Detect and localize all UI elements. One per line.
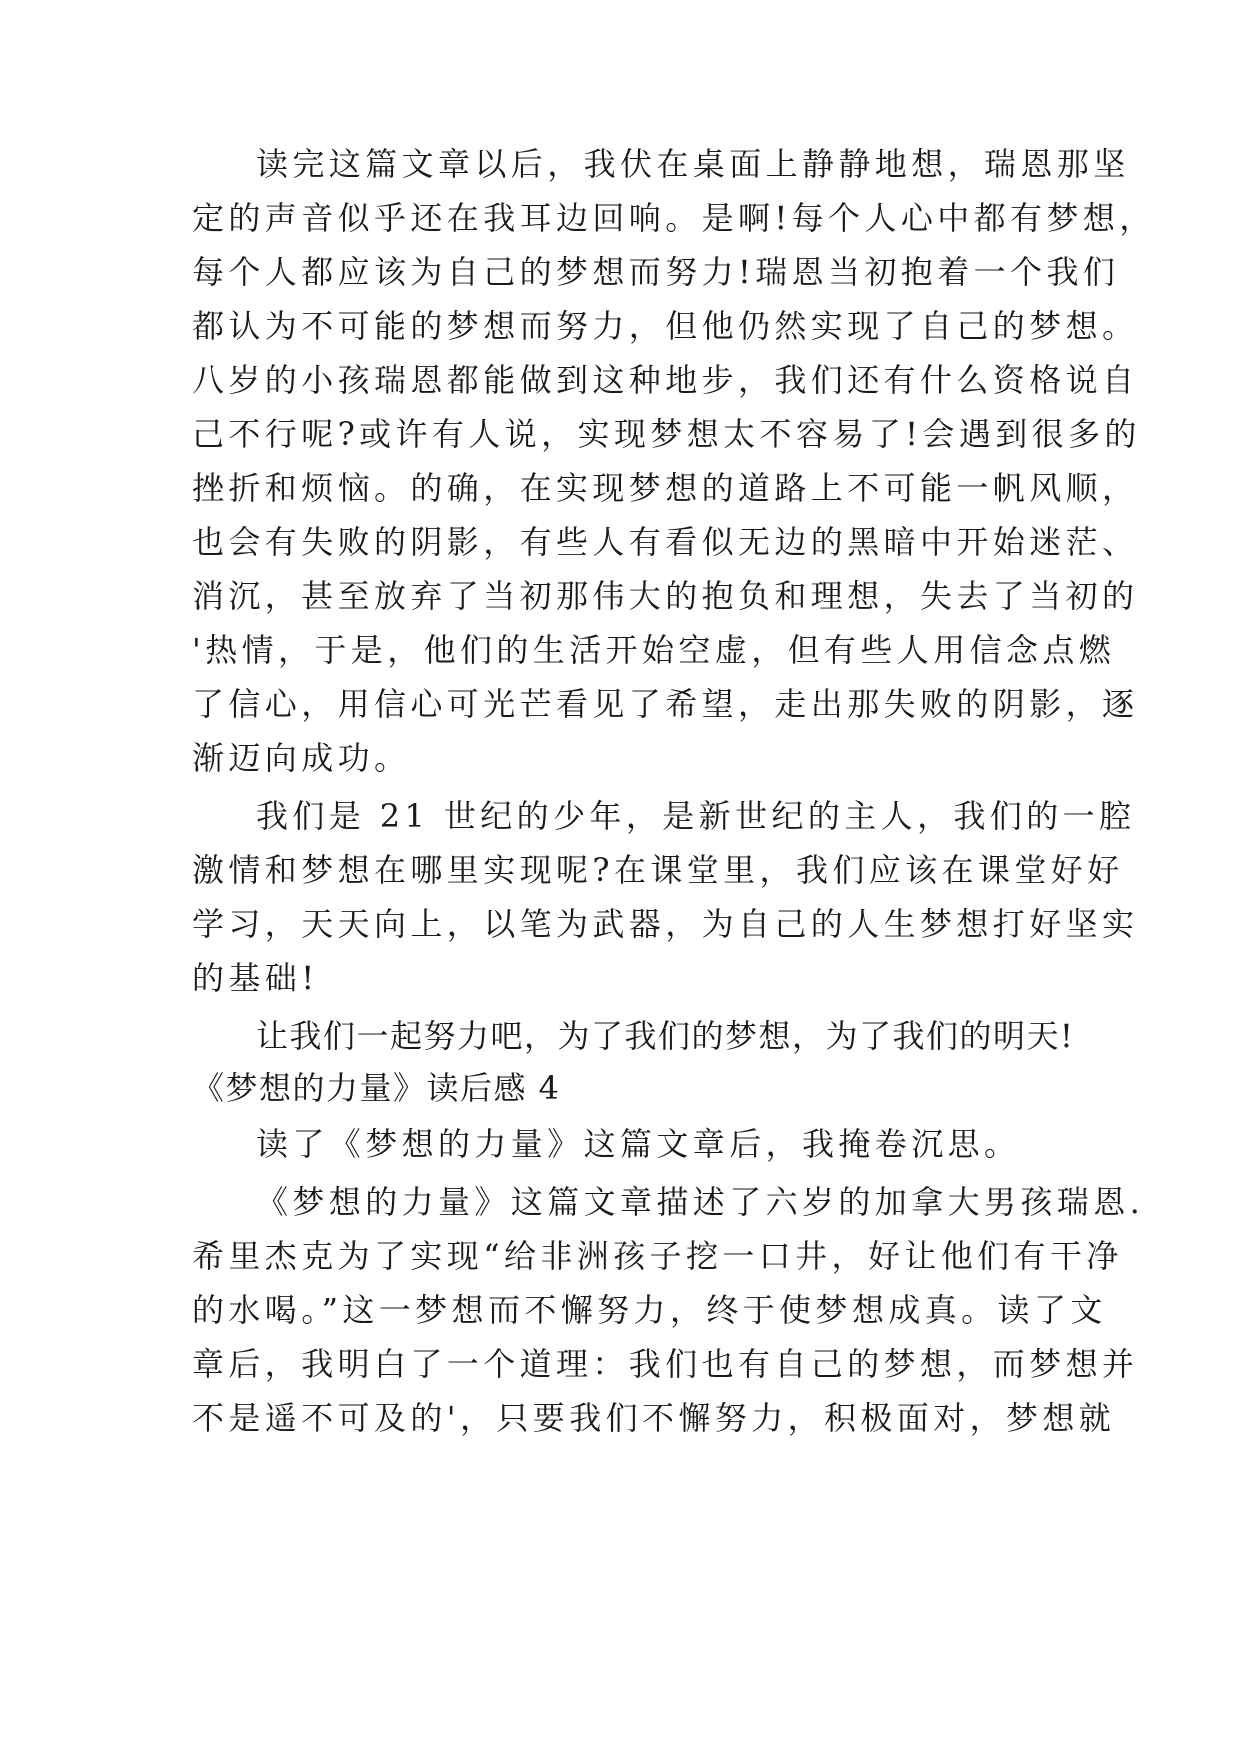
paragraph-1-line-9: 消沉，甚至放弃了当初那伟大的抱负和理想，失去了当初的 (192, 577, 1139, 615)
paragraph-1-line-3: 每个人都应该为自己的梦想而努力!瑞恩当初抱着一个我们 (192, 253, 1120, 291)
paragraph-5-line-5: 不是遥不可及的'，只要我们不懈努力，积极面对，梦想就 (192, 1399, 1116, 1437)
paragraph-1-line-7: 挫折和烦恼。的确，在实现梦想的道路上不可能一帆风顺， (192, 469, 1139, 507)
paragraph-1-line-1: 读完这篇文章以后，我伏在桌面上静静地想，瑞恩那坚 (256, 145, 1130, 183)
paragraph-2-line-3: 学习，天天向上，以笔为武器，为自己的人生梦想打好坚实 (192, 905, 1139, 943)
paragraph-2-line-1: 我们是 21 世纪的少年，是新世纪的主人，我们的一腔 (256, 797, 1136, 835)
paragraph-5-line-1: 《梦想的力量》这篇文章描述了六岁的加拿大男孩瑞恩. (256, 1183, 1145, 1221)
paragraph-5-line-2: 希里杰克为了实现“给非洲孩子挖一口井，好让他们有干净 (192, 1237, 1123, 1275)
paragraph-2-line-2: 激情和梦想在哪里实现呢?在课堂里，我们应该在课堂好好 (192, 851, 1124, 889)
paragraph-2-line-4: 的基础! (192, 959, 319, 997)
paragraph-1-line-2: 定的声音似乎还在我耳边回响。是啊!每个人心中都有梦想， (192, 199, 1156, 237)
section-heading: 《梦想的力量》读后感 4 (192, 1069, 561, 1107)
paragraph-1-line-4: 都认为不可能的梦想而努力，但他仍然实现了自己的梦想。 (192, 307, 1139, 345)
paragraph-1-line-8: 也会有失败的阴影，有些人有看似无边的黑暗中开始迷茫、 (192, 523, 1139, 561)
paragraph-5-line-4: 章后，我明白了一个道理：我们也有自己的梦想，而梦想并 (192, 1345, 1139, 1383)
paragraph-5-line-3: 的水喝。”这一梦想而不懈努力，终于使梦想成真。读了文 (192, 1291, 1107, 1329)
paragraph-1-line-5: 八岁的小孩瑞恩都能做到这种地步，我们还有什么资格说自 (192, 361, 1139, 399)
paragraph-4-line-1: 读了《梦想的力量》这篇文章后，我掩卷沉思。 (256, 1125, 1021, 1163)
paragraph-1-line-10: '热情，于是，他们的生活开始空虚，但有些人用信念点燃 (192, 631, 1116, 669)
paragraph-1-line-6: 己不行呢?或许有人说，实现梦想太不容易了!会遇到很多的 (192, 415, 1141, 453)
paragraph-1-line-12: 渐迈向成功。 (192, 739, 411, 777)
paragraph-1-line-11: 了信心，用信心可光芒看见了希望，走出那失败的阴影，逐 (192, 685, 1139, 723)
paragraph-3-line-1: 让我们一起努力吧，为了我们的梦想，为了我们的明天! (256, 1017, 1075, 1055)
